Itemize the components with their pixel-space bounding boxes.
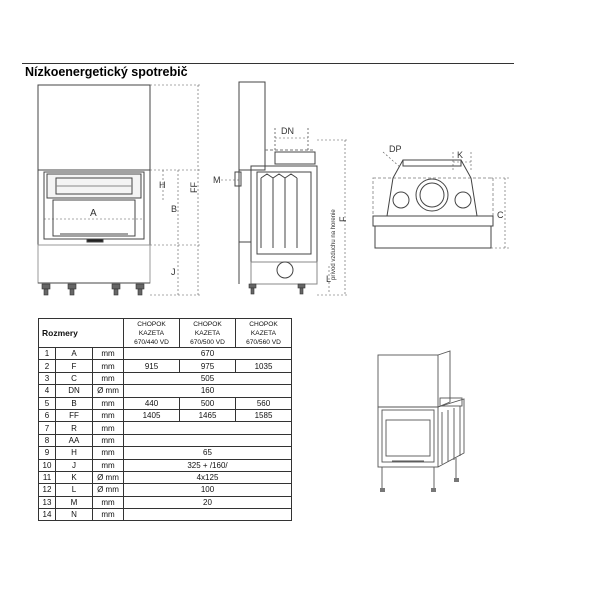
top-view-drawing: [365, 140, 515, 265]
dimension-unit: Ø mm: [93, 385, 124, 397]
dim-label-F: F: [338, 216, 348, 222]
table-header-row: [39, 319, 292, 348]
dimension-unit: mm: [93, 422, 124, 434]
table-row: [39, 360, 292, 372]
value-model-2: 975: [180, 360, 236, 372]
value-model-2: 1465: [180, 409, 236, 421]
dimension-code: B: [56, 397, 93, 409]
dimension-code: A: [56, 348, 93, 360]
table-header-label: Rozmery: [39, 319, 124, 348]
value-model-1: 915: [124, 360, 180, 372]
dimension-code: DN: [56, 385, 93, 397]
row-number: 1: [39, 348, 56, 360]
dimension-unit: mm: [93, 447, 124, 459]
dimension-code: J: [56, 459, 93, 471]
dim-label-FF: FF: [189, 182, 199, 193]
dimension-code: FF: [56, 409, 93, 421]
row-number: 3: [39, 372, 56, 384]
dimensions-table: [38, 318, 292, 521]
value-model-1: 1405: [124, 409, 180, 421]
value-all-models: 100: [124, 484, 292, 496]
page-title: Nízkoenergetický spotrebič: [25, 65, 188, 79]
air-inlet-label: prívod vzduchu na horenie: [331, 209, 337, 280]
isometric-view-drawing: [368, 350, 473, 500]
dim-label-A: A: [90, 208, 97, 219]
side-view-drawing: [205, 80, 355, 305]
value-all-models: 505: [124, 372, 292, 384]
table-row: [39, 385, 292, 397]
row-number: 5: [39, 397, 56, 409]
row-number: 11: [39, 471, 56, 483]
header-rule: [22, 63, 514, 64]
dim-label-B: B: [171, 204, 178, 214]
row-number: 9: [39, 447, 56, 459]
dimension-code: L: [56, 484, 93, 496]
table-row: [39, 496, 292, 508]
front-view-drawing: [20, 70, 205, 305]
dimension-unit: mm: [93, 397, 124, 409]
value-model-3: 1585: [236, 409, 292, 421]
table-row: [39, 434, 292, 446]
dimension-code: M: [56, 496, 93, 508]
value-model-3: 560: [236, 397, 292, 409]
dimension-code: K: [56, 471, 93, 483]
value-model-3: 1035: [236, 360, 292, 372]
dimension-unit: mm: [93, 509, 124, 521]
value-all-models: 670: [124, 348, 292, 360]
value-model-1: 440: [124, 397, 180, 409]
table-row: [39, 459, 292, 471]
dimension-unit: Ø mm: [93, 484, 124, 496]
table-row: [39, 509, 292, 521]
value-all-models: 325 + /160/: [124, 459, 292, 471]
dimension-code: F: [56, 360, 93, 372]
dimension-code: C: [56, 372, 93, 384]
dim-label-J: J: [171, 267, 176, 277]
value-all-models: 160: [124, 385, 292, 397]
dimension-unit: mm: [93, 459, 124, 471]
dimension-unit: mm: [93, 409, 124, 421]
dim-label-C: C: [497, 210, 504, 220]
model-header-2: CHOPOK KAZETA 670/500 VD: [180, 319, 236, 348]
row-number: 2: [39, 360, 56, 372]
row-number: 4: [39, 385, 56, 397]
row-number: 13: [39, 496, 56, 508]
row-number: 12: [39, 484, 56, 496]
dim-label-DN: DN: [281, 126, 294, 136]
table-row: [39, 397, 292, 409]
dimension-unit: mm: [93, 496, 124, 508]
value-all-models: 4x125: [124, 471, 292, 483]
row-number: 14: [39, 509, 56, 521]
table-row: [39, 348, 292, 360]
dim-label-H: H: [159, 180, 166, 190]
table-row: [39, 372, 292, 384]
dimension-unit: Ø mm: [93, 471, 124, 483]
dimension-code: AA: [56, 434, 93, 446]
table-row: [39, 422, 292, 434]
model-header-3: CHOPOK KAZETA 670/560 VD: [236, 319, 292, 348]
value-all-models: [124, 509, 292, 521]
value-all-models: [124, 422, 292, 434]
dim-label-K: K: [457, 150, 464, 160]
dim-label-L: L: [326, 274, 332, 284]
row-number: 6: [39, 409, 56, 421]
dim-label-M: M: [213, 175, 221, 185]
value-all-models: 65: [124, 447, 292, 459]
dimension-unit: mm: [93, 360, 124, 372]
dimension-code: N: [56, 509, 93, 521]
dimension-unit: mm: [93, 434, 124, 446]
row-number: 8: [39, 434, 56, 446]
value-all-models: [124, 434, 292, 446]
table-row: [39, 409, 292, 421]
table-row: [39, 484, 292, 496]
dimension-unit: mm: [93, 372, 124, 384]
dimension-code: H: [56, 447, 93, 459]
table-row: [39, 447, 292, 459]
dimension-unit: mm: [93, 348, 124, 360]
value-all-models: 20: [124, 496, 292, 508]
row-number: 7: [39, 422, 56, 434]
value-model-2: 500: [180, 397, 236, 409]
table-row: [39, 471, 292, 483]
dimension-code: R: [56, 422, 93, 434]
dim-label-DP: DP: [389, 144, 402, 154]
model-header-1: CHOPOK KAZETA 670/440 VD: [124, 319, 180, 348]
row-number: 10: [39, 459, 56, 471]
